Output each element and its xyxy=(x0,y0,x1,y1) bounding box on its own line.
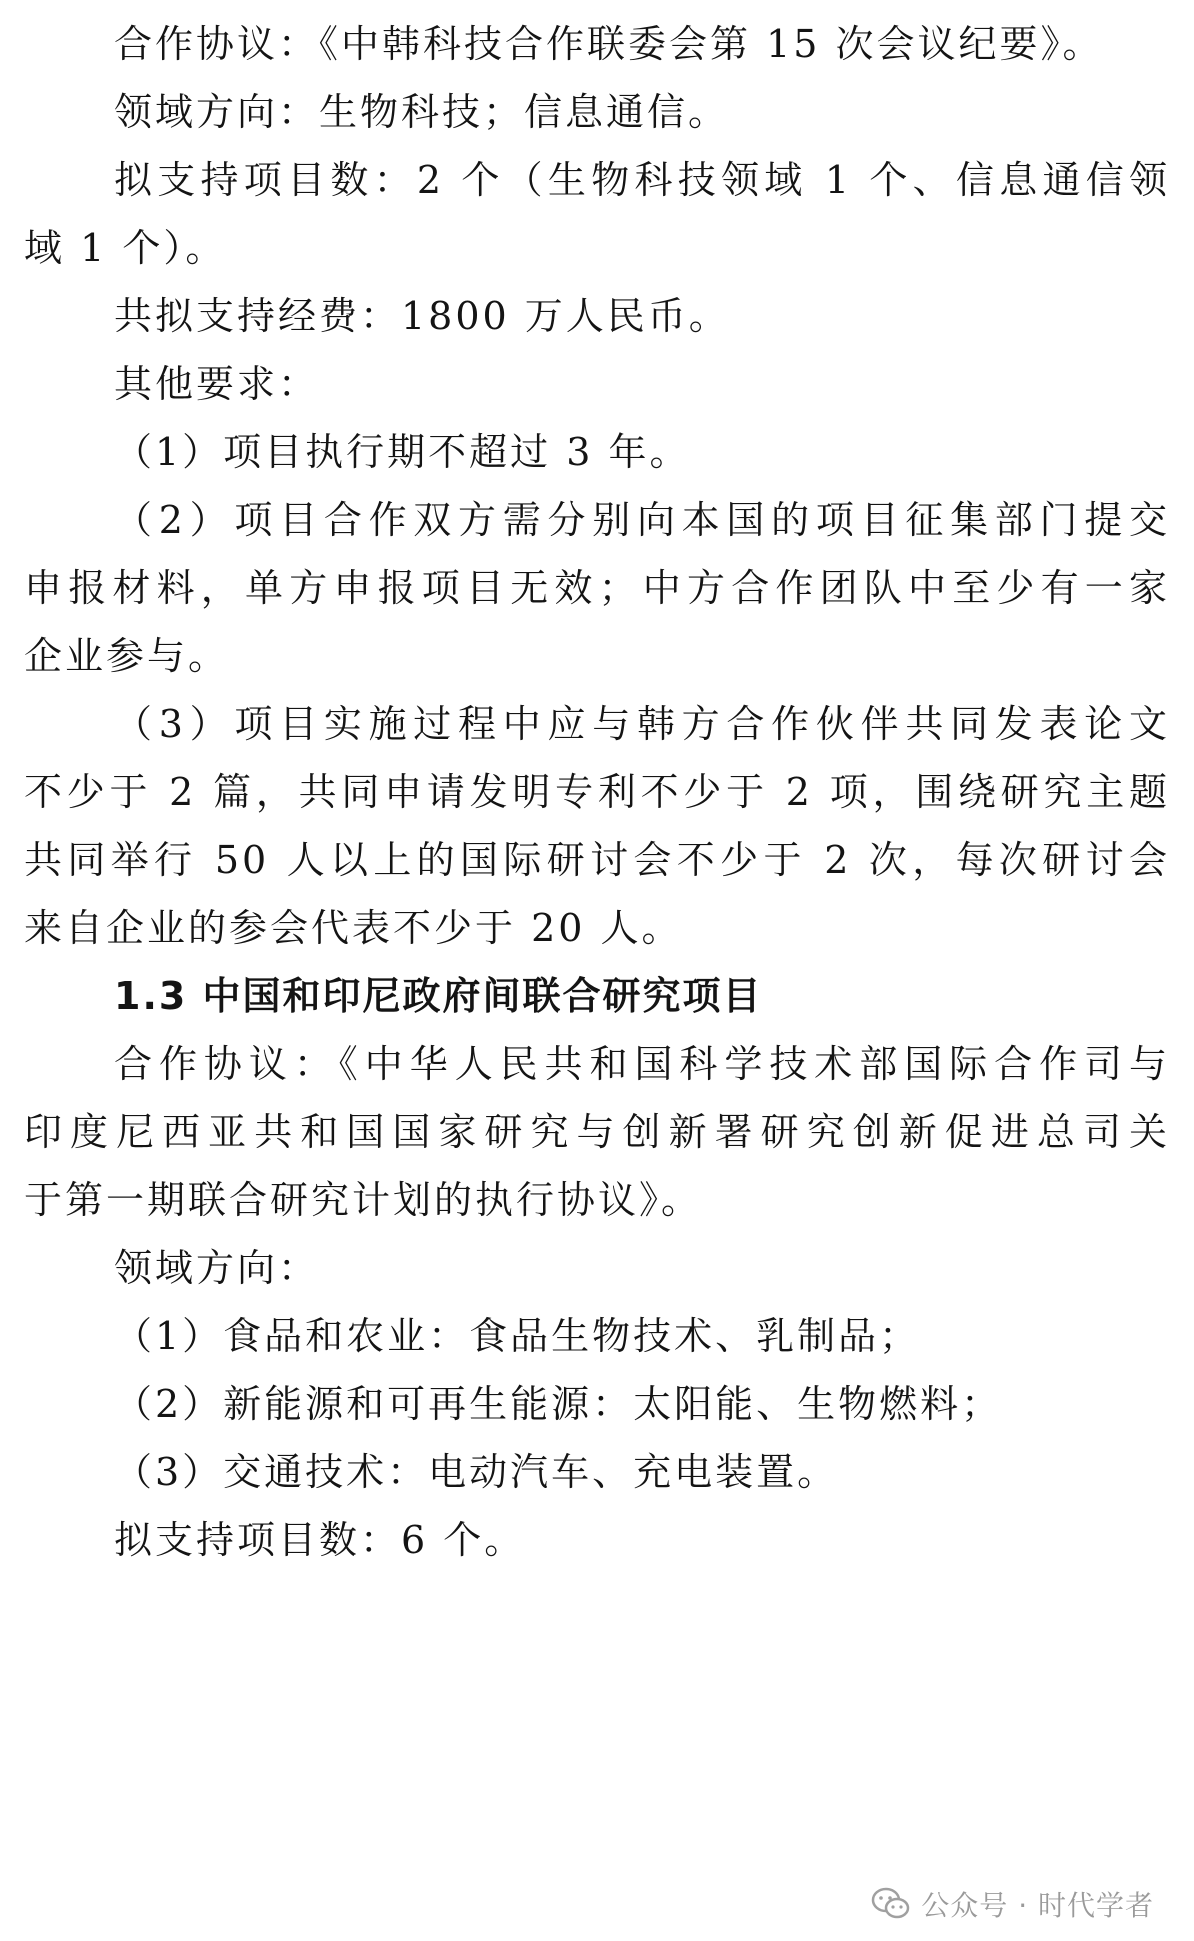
wechat-icon xyxy=(871,1887,911,1921)
agreement-line-2: 合作协议：《中华人民共和国科学技术部国际合作司与 xyxy=(114,1042,1170,1086)
project-count-line-2: 拟支持项目数：6 个。 xyxy=(114,1518,526,1562)
requirement-2-line-cont: 申报材料，单方申报项目无效；中方合作团队中至少有一家 xyxy=(24,566,1170,610)
section-heading: 1.3 中国和印尼政府间联合研究项目 xyxy=(114,974,763,1018)
field-item-3: （3）交通技术：电动汽车、充电装置。 xyxy=(114,1450,839,1494)
other-requirements-line: 其他要求： xyxy=(114,362,320,406)
project-count-line: 拟支持项目数：2 个（生物科技领域 1 个、信息通信领 xyxy=(114,158,1170,202)
requirement-3-line-end: 来自企业的参会代表不少于 20 人。 xyxy=(24,906,683,950)
requirement-3-line-cont2: 共同举行 50 人以上的国际研讨会不少于 2 次，每次研讨会 xyxy=(24,838,1170,882)
requirement-2-line-end: 企业参与。 xyxy=(24,634,230,678)
field-item-2: （2）新能源和可再生能源：太阳能、生物燃料； xyxy=(114,1382,1003,1426)
requirement-1-line: （1）项目执行期不超过 3 年。 xyxy=(114,430,691,474)
field-direction-line-2: 领域方向： xyxy=(114,1246,320,1290)
requirement-2-line: （2）项目合作双方需分别向本国的项目征集部门提交 xyxy=(114,498,1170,542)
agreement-line: 合作协议：《中韩科技合作联委会第 15 次会议纪要》。 xyxy=(114,22,1104,66)
field-direction-line: 领域方向：生物科技；信息通信。 xyxy=(114,90,730,134)
requirement-3-line: （3）项目实施过程中应与韩方合作伙伴共同发表论文 xyxy=(114,702,1170,746)
watermark xyxy=(871,1882,1154,1926)
field-item-1: （1）食品和农业：食品生物技术、乳制品； xyxy=(114,1314,921,1358)
agreement-line-2-cont: 印度尼西亚共和国国家研究与创新署研究创新促进总司关 xyxy=(24,1110,1170,1154)
project-count-line-cont: 域 1 个）。 xyxy=(24,226,227,270)
requirement-3-line-cont: 不少于 2 篇，共同申请发明专利不少于 2 项，围绕研究主题 xyxy=(24,770,1170,814)
watermark-text: 公众号 · 时代学者 xyxy=(921,1889,1154,1922)
funding-line: 共拟支持经费：1800 万人民币。 xyxy=(114,294,730,338)
agreement-line-2-end: 于第一期联合研究计划的执行协议》。 xyxy=(24,1178,703,1222)
